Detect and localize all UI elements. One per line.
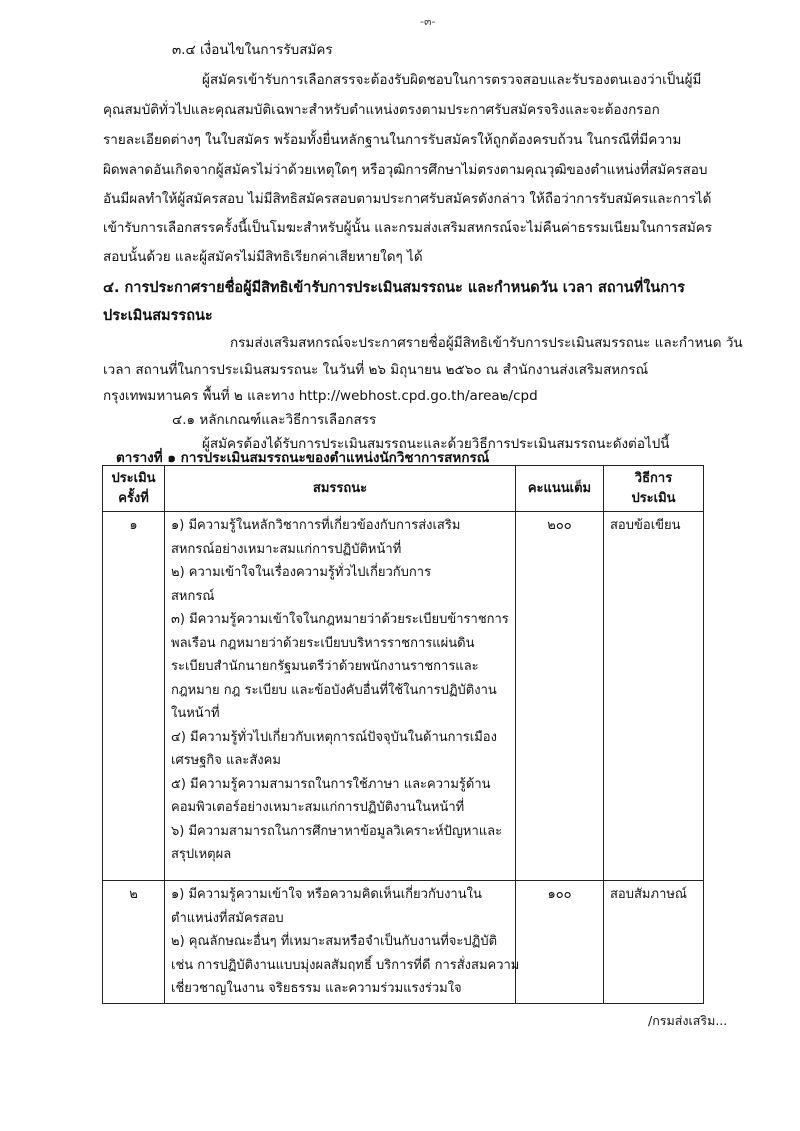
row-competency: [165, 512, 516, 881]
section-3-4-heading: ๓.๔ เงื่อนไขในการรับสมัคร: [172, 42, 333, 58]
section-4-heading: ๔. การประกาศรายชื่อผู้มีสิทธิเข้ารับการประเมินสมรรถนะ และกำหนดวัน เวลา สถานที่ในการ: [103, 280, 685, 296]
competency-line: ๕) มีความรู้ความสามารถในการใช้ภาษา และความรู้ด้าน: [171, 776, 491, 792]
paragraph-line: เวลา สถานที่ในการประเมินสมรรถนะ ในวันที่ ๒๖ มิถุนายน ๒๕๖๐ ณ สำนักงานส่งเสริมสหกรณ์: [103, 362, 649, 378]
page-number: -๓-: [420, 15, 436, 28]
paragraph-line: สอบนั้นด้วย และผู้สมัครไม่มีสิทธิเรียกค่าเสียหายใดๆ ได้: [103, 249, 423, 265]
section-4-heading-cont: ประเมินสมรรถนะ: [103, 308, 213, 324]
competency-line: ตำแหน่งที่สมัครสอบ: [171, 910, 284, 926]
competency-line: สหกรณ์: [171, 588, 215, 604]
table-caption: ตารางที่ ๑ การประเมินสมรรถนะของตำแหน่งนักวิชาการสหกรณ์: [116, 450, 490, 466]
row-method: สอบสัมภาษณ์: [604, 881, 704, 1004]
competency-line: ๑) มีความรู้ในหลักวิชาการที่เกี่ยวข้องกับการส่งเสริม: [171, 518, 461, 533]
paragraph-line: ผิดพลาดอันเกิดจากผู้สมัครไม่ว่าด้วยเหตุใดๆ หรือวุฒิการศึกษาไม่ตรงตามคุณวุฒิของตำแหน่งที่สมัครสอบ: [103, 162, 708, 178]
competency-line: พลเรือน กฎหมายว่าด้วยระเบียบบริหารราชการแผ่นดิน: [171, 635, 475, 651]
competency-line: ๖) มีความสามารถในการศึกษาหาข้อมูลวิเคราะห์ปัญหาและ: [171, 823, 503, 839]
header-competency: สมรรถนะ: [165, 466, 516, 512]
paragraph-line: อันมีผลทำให้ผู้สมัครสอบ ไม่มีสิทธิสมัครสอบตามประกาศรับสมัครดังกล่าว ให้ถือว่าการรับสมัครและการได้: [103, 191, 712, 207]
header-round: [103, 466, 165, 512]
paragraph-line: คุณสมบัติทั่วไปและคุณสมบัติเฉพาะสำหรับตำแหน่งตรงตามประกาศรับสมัครจริงและจะต้องกรอก: [103, 102, 660, 118]
competency-table: [102, 465, 704, 1004]
section-4-1-intro: ผู้สมัครต้องได้รับการประเมินสมรรถนะและด้วยวิธีการประเมินสมรรถนะดังต่อไปนี้: [202, 436, 670, 452]
competency-line: สหกรณ์อย่างเหมาะสมแก่การปฏิบัติหน้าที่: [171, 541, 402, 557]
section-4-1-heading: ๔.๑ หลักเกณฑ์และวิธีการเลือกสรร: [172, 412, 377, 428]
paragraph-line-with-url: กรุงเทพมหานคร พื้นที่ ๒ และทาง http://webhost.cpd.go.th/area๒/cpd: [103, 388, 538, 404]
competency-line: คอมพิวเตอร์อย่างเหมาะสมแก่การปฏิบัติงานในหน้าที่: [171, 800, 465, 815]
competency-line: ๓) มีความรู้ความเข้าใจในกฎหมายว่าด้วยระเบียบข้าราชการ: [171, 612, 509, 627]
paragraph-line: เข้ารับการเลือกสรรครั้งนี้เป็นโมฆะสำหรับผู้นั้น และกรมส่งเสริมสหกรณ์จะไม่คืนค่าธรรมเนียมในการสมัคร: [103, 220, 713, 236]
row-method: สอบข้อเขียน: [604, 512, 704, 881]
competency-line: ๒) คุณลักษณะอื่นๆ ที่เหมาะสมหรือจำเป็นกับงานที่จะปฏิบัติ: [171, 934, 498, 949]
paragraph-line: รายละเอียดต่างๆ ในใบสมัคร พร้อมทั้งยื่นหลักฐานในการรับสมัครให้ถูกต้องครบถ้วน ในกรณีที่มีความ: [103, 132, 682, 148]
paragraph-line: กรมส่งเสริมสหกรณ์จะประกาศรายชื่อผู้มีสิทธิเข้ารับการประเมินสมรรถนะ และกำหนด วัน: [230, 335, 743, 351]
table-row: [103, 881, 704, 1004]
header-round-line2: ครั้งที่: [118, 490, 149, 506]
competency-line: สรุปเหตุผล: [171, 847, 232, 862]
row-round: ๒: [103, 881, 165, 1004]
competency-line: ๑) มีความรู้ความเข้าใจ หรือความคิดเห็นเกี่ยวกับงานใน: [171, 887, 482, 902]
header-full-score: คะแนนเต็ม: [516, 466, 604, 512]
paragraph-line: ผู้สมัครเข้ารับการเลือกสรรจะต้องรับผิดชอบในการตรวจสอบและรับรองตนเองว่าเป็นผู้มี: [202, 72, 702, 88]
row-round: ๑: [103, 512, 165, 881]
competency-line: เศรษฐกิจ และสังคม: [171, 753, 281, 768]
competency-line: ในหน้าที่: [171, 706, 220, 721]
competency-line: กฎหมาย กฎ ระเบียบ และข้อบังคับอื่นที่ใช้ในการปฏิบัติงาน: [171, 682, 497, 698]
row-full-score: ๑๐๐: [516, 881, 604, 1004]
header-method-line2: ประเมิน: [631, 490, 676, 506]
competency-line: ระเบียบสำนักนายกรัฐมนตรีว่าด้วยพนักงานราชการและ: [171, 659, 479, 674]
row-competency: [165, 881, 520, 1004]
continuation-marker: /กรมส่งเสริม...: [648, 1013, 728, 1028]
header-method: [604, 466, 704, 512]
table-row: [103, 512, 704, 881]
competency-line: ๒) ความเข้าใจในเรื่องความรู้ทั่วไปเกี่ยวกับการ: [171, 565, 432, 580]
row-full-score: ๒๐๐: [516, 512, 604, 881]
table-header-row: [103, 466, 704, 512]
competency-line: เช่น การปฏิบัติงานแบบมุ่งผลสัมฤทธิ์ บริการที่ดี การสั่งสมความ: [171, 957, 520, 973]
competency-line: เชี่ยวชาญในงาน จริยธรรม และความร่วมแรงร่วมใจ: [171, 981, 462, 996]
header-round-line1: ประเมิน: [111, 470, 156, 486]
header-method-line1: วิธีการ: [634, 470, 673, 486]
competency-line: ๔) มีความรู้ทั่วไปเกี่ยวกับเหตุการณ์ปัจจุบันในด้านการเมือง: [171, 729, 497, 745]
